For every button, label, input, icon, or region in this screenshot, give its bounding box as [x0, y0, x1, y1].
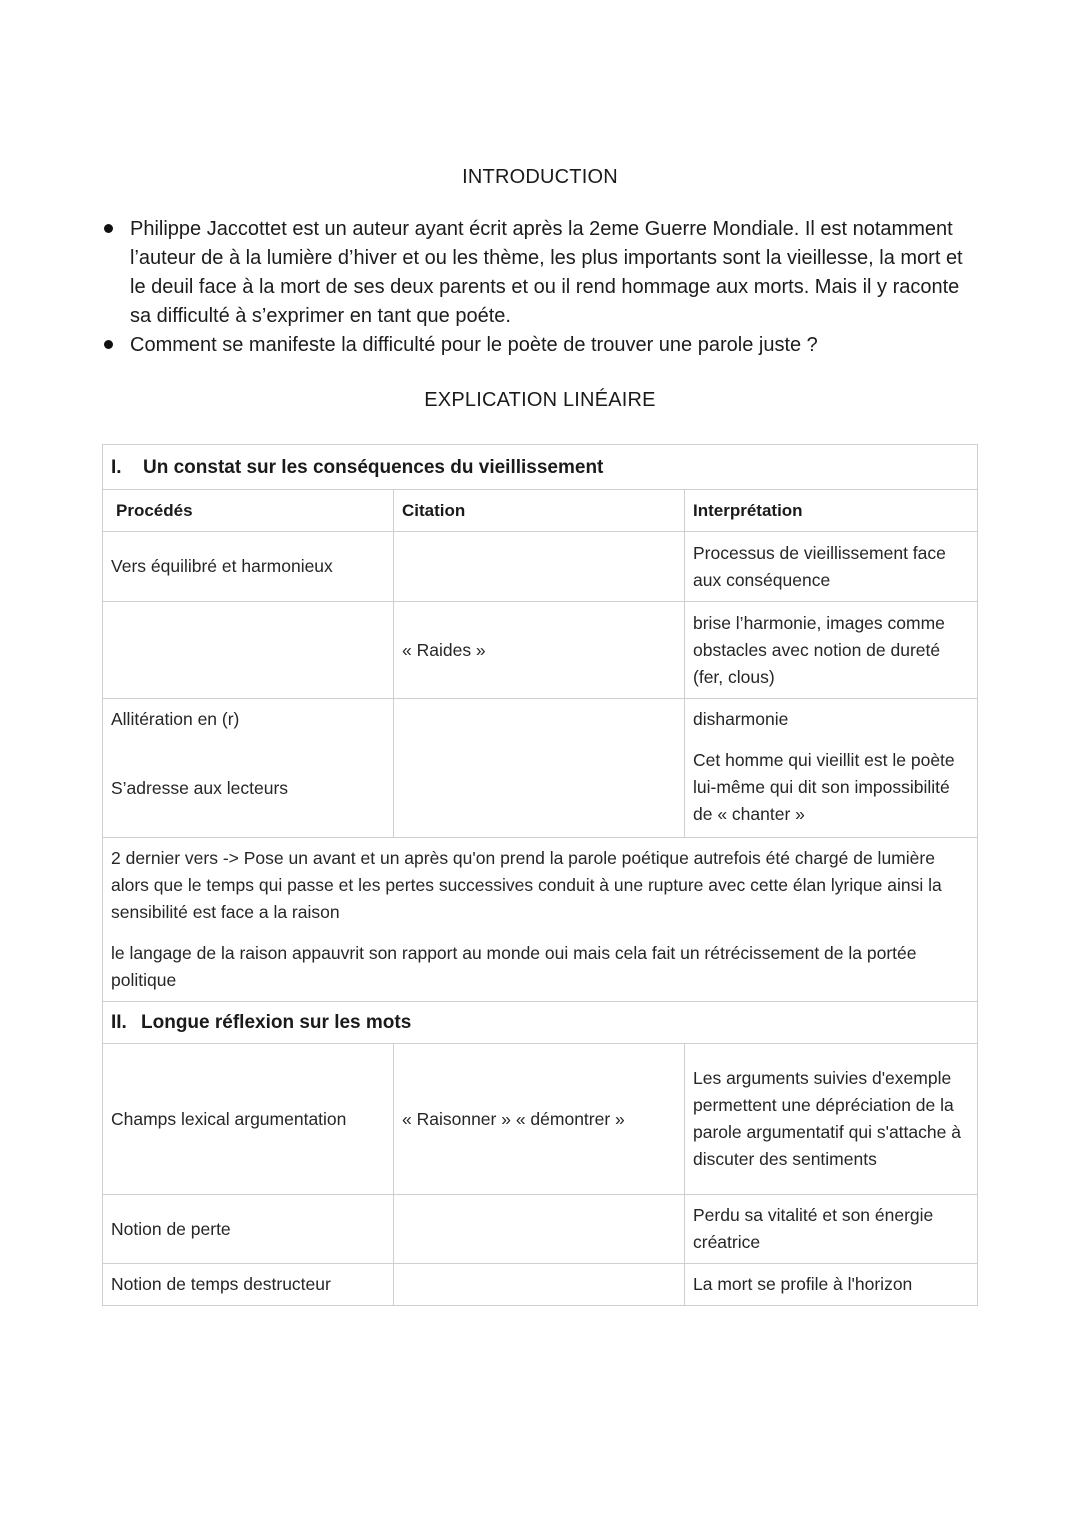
interpretation-cell: Les arguments suivies d'exemple permettent une dépréciation de la parole argumentatif qui s'attache à discuter des sentiments: [685, 1044, 978, 1195]
analysis-table: [102, 444, 978, 1306]
section-1-title: Un constat sur les conséquences du vieillissement: [143, 456, 604, 478]
section-2-title: Longue réflexion sur les mots: [141, 1012, 412, 1033]
section-2-header: [103, 1002, 978, 1044]
citation-cell: « Raisonner » « démontrer »: [394, 1044, 685, 1195]
interpretation-cell: brise l’harmonie, images comme obstacles avec notion de dureté (fer, clous): [685, 602, 978, 699]
column-header-procedes: Procédés: [103, 490, 394, 532]
procede-cell: Notion de perte: [103, 1195, 394, 1264]
section-2-header-row: [103, 1002, 978, 1044]
table-row: [103, 1195, 978, 1264]
procede-text: Allitération en (r): [111, 709, 240, 729]
citation-cell: « Raides »: [394, 602, 685, 699]
citation-cell: [394, 699, 685, 838]
table-row: [103, 699, 978, 838]
procede-cell: Notion de temps destructeur: [103, 1264, 394, 1306]
interpretation-cell: La mort se profile à l'horizon: [685, 1264, 978, 1306]
intro-bullet-2: [104, 331, 974, 360]
section-1-number: I.: [111, 456, 122, 478]
section-2-number: II.: [111, 1012, 127, 1033]
table-row: [103, 1264, 978, 1306]
column-header-interpretation: Interprétation: [685, 490, 978, 532]
interpretation-text: Cet homme qui vieillit est le poète lui-même qui dit son impossibilité de « chanter »: [693, 750, 955, 824]
procede-cell: Champs lexical argumentation: [103, 1044, 394, 1195]
column-header-citation: Citation: [394, 490, 685, 532]
note-paragraph: le langage de la raison appauvrit son rapport au monde oui mais cela fait un rétrécissement de la portée politique: [111, 943, 917, 990]
column-header-row: [103, 490, 978, 532]
procede-text: S’adresse aux lecteurs: [111, 778, 289, 798]
notes-cell: [103, 838, 978, 1002]
table-row: [103, 602, 978, 699]
bullet-dot-icon: [104, 224, 113, 233]
citation-cell: [394, 1264, 685, 1306]
interpretation-text: disharmonie: [693, 709, 789, 729]
interpretation-cell: Perdu sa vitalité et son énergie créatrice: [685, 1195, 978, 1264]
section-1-header-row: [103, 445, 978, 490]
intro-bullet-text: Comment se manifeste la difficulté pour le poète de trouver une parole juste ?: [130, 334, 818, 356]
procede-cell: [103, 699, 394, 838]
notes-row: [103, 838, 978, 1002]
interpretation-cell: Processus de vieillissement face aux conséquence: [685, 532, 978, 602]
procede-cell: Vers équilibré et harmonieux: [103, 532, 394, 602]
intro-bullet-1: [104, 215, 974, 331]
intro-bullet-text: Philippe Jaccottet est un auteur ayant écrit après la 2eme Guerre Mondiale. Il est notamment l’auteur de à la lumière d’hiver et ou les thème, les plus importants sont la vieillesse, la mort et le deuil face à la mort de ses deux parents et ou il rend hommage aux morts. Mais il y raconte sa difficulté à s’exprimer en tant que poéte.: [130, 218, 963, 327]
bullet-dot-icon: [104, 340, 113, 349]
interpretation-cell: [685, 699, 978, 838]
introduction-heading: INTRODUCTION: [462, 166, 618, 188]
note-paragraph: 2 dernier vers -> Pose un avant et un après qu'on prend la parole poétique autrefois été chargé de lumière alors que le temps qui passe et les pertes successives conduit à une rupture avec cette élan lyrique ainsi la sensibilité est face a la raison: [111, 848, 942, 922]
explication-heading: EXPLICATION LINÉAIRE: [424, 389, 656, 411]
citation-cell: [394, 1195, 685, 1264]
citation-cell: [394, 532, 685, 602]
section-1-header: [103, 445, 978, 490]
intro-bullet-list: [104, 215, 974, 360]
table-row: [103, 532, 978, 602]
table-row: [103, 1044, 978, 1195]
procede-cell: [103, 602, 394, 699]
